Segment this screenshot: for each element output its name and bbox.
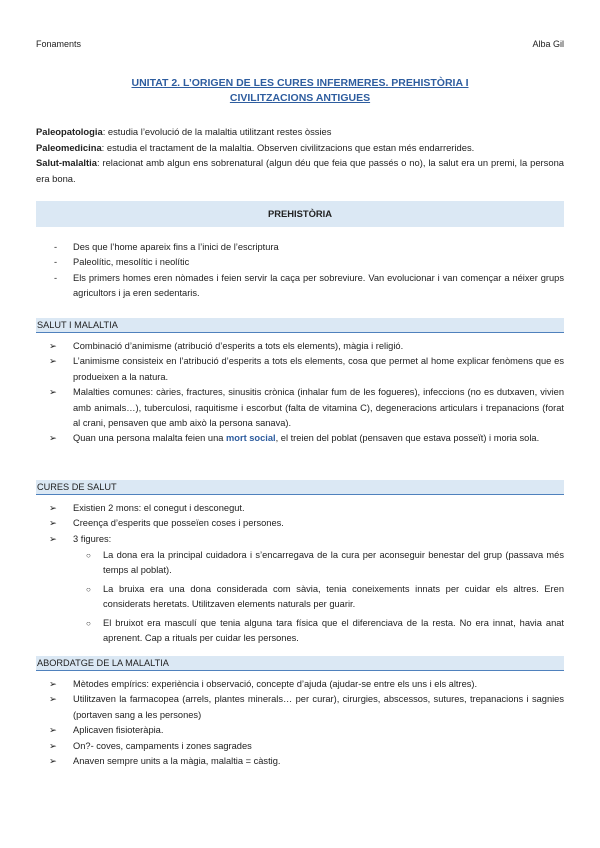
figures-sublist xyxy=(36,548,564,646)
arrow-marker-icon: ➢ xyxy=(49,740,57,751)
prehistoria-list xyxy=(36,240,564,302)
list-item-text: Paleolític, mesolític i neolític xyxy=(73,257,190,268)
definition-text: : relacionat amb algun ens sobrenatural (algun déu que feia que passés o no), la salut era un premi, la persona era bona. xyxy=(36,157,564,184)
list-item-text: Quan una persona malalta feien una xyxy=(73,433,226,444)
arrow-marker-icon: ➢ xyxy=(49,356,57,367)
circle-marker-icon: ○ xyxy=(86,584,91,594)
arrow-marker-icon: ➢ xyxy=(49,756,57,767)
arrow-marker-icon: ➢ xyxy=(49,533,57,544)
circle-marker-icon: ○ xyxy=(86,618,91,628)
list-item xyxy=(36,240,564,255)
list-item xyxy=(36,532,564,547)
dash-marker: - xyxy=(54,272,58,283)
page-title xyxy=(36,76,564,106)
arrow-marker-icon: ➢ xyxy=(49,387,57,398)
sublist-item xyxy=(36,548,564,579)
list-item xyxy=(36,271,564,302)
arrow-marker-icon: ➢ xyxy=(49,433,57,444)
definition-paleomedicina xyxy=(36,140,564,156)
list-item-text: La bruixa era una dona considerada com sàvia, tenia coneixements innats per cuidar els altres. Eren considerats heretats. Utilitzaven elements naturals per guarir. xyxy=(103,583,564,610)
list-item-text: Anaven sempre units a la màgia, malaltia = càstig. xyxy=(73,756,281,767)
salut-malaltia-list xyxy=(36,339,564,447)
section-heading-abordatge: ABORDATGE DE LA MALALTIA xyxy=(36,656,564,671)
list-item xyxy=(36,754,564,769)
list-item-text: Malalties comunes: càries, fractures, sinusitis crònica (inhalar fum de les fogueres), infeccions (no es dutxaven, vivien amb animals…), tuberculosi, raquitisme i escorbut (falta de vitamina C), degeneracions articulars i trepanacions (forat al crani, pensaven que amb això la persona sanava). xyxy=(73,387,564,429)
header-author: Alba Gil xyxy=(532,39,564,49)
list-item xyxy=(36,339,564,354)
list-item-text: Mètodes empírics: experiència i observació, concepte d’ajuda (ajudar-se entre els uns i els altres). xyxy=(73,679,478,689)
list-item-text: Existien 2 mons: el conegut i desconegut. xyxy=(73,503,245,513)
definition-paleopatologia xyxy=(36,124,564,140)
abordatge-list xyxy=(36,677,564,769)
section-heading-salut-malaltia: SALUT I MALALTIA xyxy=(36,318,564,333)
list-item-text: Combinació d’animisme (atribució d’esperits a tots els elements), màgia i religió. xyxy=(73,341,404,351)
list-item xyxy=(36,354,564,385)
arrow-marker-icon: ➢ xyxy=(49,341,57,351)
arrow-marker-icon: ➢ xyxy=(49,679,57,689)
definition-term: Salut-malaltia xyxy=(36,157,97,168)
list-item-text: 3 figures: xyxy=(73,533,112,544)
definition-term: Paleomedicina xyxy=(36,141,102,153)
list-item xyxy=(36,385,564,431)
list-item xyxy=(36,431,564,446)
section-heading-cures-salut: CURES DE SALUT xyxy=(36,480,564,495)
list-item-text: L’animisme consisteix en l’atribució d’esperits a tots els elements, cosa que permet al home explicar fenòmens que es produeixen a la natura. xyxy=(73,356,564,382)
list-item xyxy=(36,723,564,738)
sublist-item xyxy=(36,616,564,647)
list-item xyxy=(36,739,564,754)
dash-marker: - xyxy=(54,242,58,252)
dash-marker: - xyxy=(54,257,58,268)
list-item-text: El bruixot era masculí que tenia alguna tara física que el diferenciava de la resta. No era innat, havia anat aprenent. Cap a rituals per cuidar les persones. xyxy=(103,617,564,644)
highlight-term: mort social xyxy=(226,433,276,444)
list-item xyxy=(36,255,564,270)
list-item xyxy=(36,692,564,723)
list-item-text: Aplicaven fisioteràpia. xyxy=(73,725,164,736)
arrow-marker-icon: ➢ xyxy=(49,694,57,705)
list-item-text: On?- coves, campaments i zones sagrades xyxy=(73,740,252,751)
definition-text: : estudia el tractament de la malaltia. Observen civilitzacions que estan més endarrerides. xyxy=(101,141,475,153)
list-item-text: Des que l’home apareix fins a l’inici de l’escriptura xyxy=(73,242,279,252)
list-item-text: , el treien del poblat (pensaven que estava posseït) i moria sola. xyxy=(275,433,540,444)
cures-salut-list xyxy=(36,501,564,547)
title-line-2: CIVILITZACIONS ANTIGUES xyxy=(229,92,371,104)
arrow-marker-icon: ➢ xyxy=(49,725,57,736)
list-item-text: Creença d’esperits que posseïen coses i persones. xyxy=(73,518,284,529)
arrow-marker-icon: ➢ xyxy=(49,518,57,529)
definition-salut-malaltia xyxy=(36,155,564,186)
list-item xyxy=(36,516,564,531)
header-course: Fonaments xyxy=(36,39,82,49)
list-item-text: La dona era la principal cuidadora i s’encarregava de la cura per aconseguir benestar del grup (passava més temps al poblat). xyxy=(103,550,564,576)
list-item xyxy=(36,501,564,516)
list-item-text: Els primers homes eren nòmades i feien servir la caça per sobreviure. Van evolucionar i van començar a néixer grups agricultors i ja eren sedentaris. xyxy=(73,272,564,299)
arrow-marker-icon: ➢ xyxy=(49,503,57,513)
list-item xyxy=(36,677,564,692)
section-heading-prehistoria: PREHISTÒRIA xyxy=(36,201,564,227)
definition-text: : estudia l’evolució de la malaltia utilitzant restes òssies xyxy=(102,126,332,137)
circle-marker-icon: ○ xyxy=(86,551,91,560)
list-item-text: Utilitzaven la farmacopea (arrels, plantes minerals… per curar), cirurgies, abscessos, sutures, trepanacions i sagnies (portaven sang a les persones) xyxy=(73,694,564,720)
title-line-1: UNITAT 2. L’ORIGEN DE LES CURES INFERMERES. PREHISTÒRIA I xyxy=(131,77,469,89)
definition-term: Paleopatologia xyxy=(36,126,103,137)
definitions xyxy=(36,124,564,186)
sublist-item xyxy=(36,582,564,613)
